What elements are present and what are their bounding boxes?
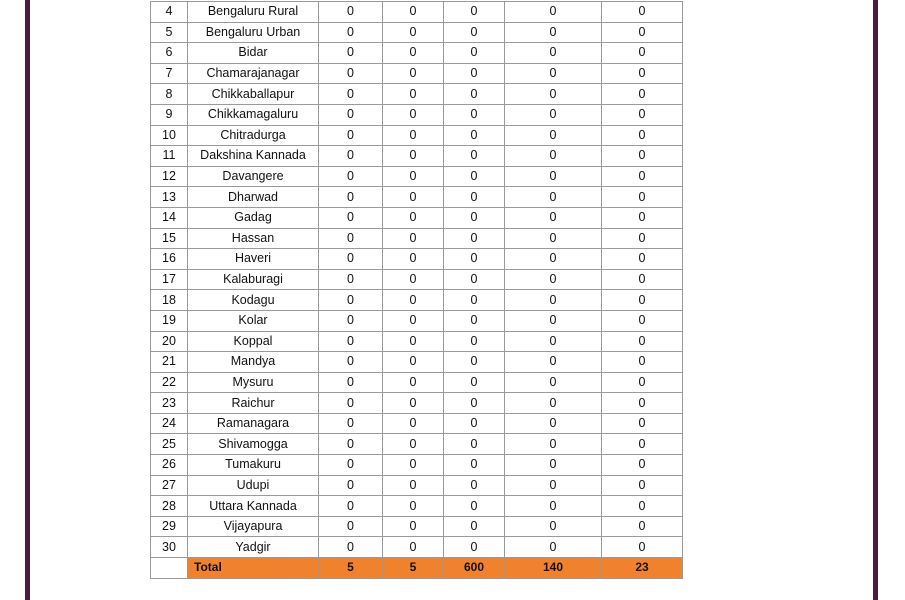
value-cell: 0 [602,269,683,290]
value-cell: 0 [383,352,444,373]
value-cell: 0 [319,84,383,105]
value-cell: 0 [383,207,444,228]
district-name-cell: Mysuru [188,372,319,393]
value-cell: 0 [383,125,444,146]
serial-number-cell: 7 [151,63,188,84]
table-row [151,187,683,208]
total-row [151,558,683,579]
table-row [151,352,683,373]
value-cell: 0 [505,22,602,43]
value-cell: 0 [505,455,602,476]
serial-number-cell: 25 [151,434,188,455]
district-name-cell: Yadgir [188,537,319,558]
value-cell: 0 [444,228,505,249]
value-cell: 0 [444,372,505,393]
serial-number-cell: 28 [151,496,188,517]
serial-number-cell: 12 [151,166,188,187]
value-cell: 0 [383,331,444,352]
value-cell: 0 [319,434,383,455]
district-name-cell: Mandya [188,352,319,373]
value-cell: 0 [383,393,444,414]
value-cell: 0 [505,393,602,414]
value-cell: 0 [602,146,683,167]
serial-number-cell: 15 [151,228,188,249]
value-cell: 0 [602,496,683,517]
serial-number-cell: 19 [151,310,188,331]
value-cell: 0 [319,331,383,352]
value-cell: 0 [602,187,683,208]
value-cell: 0 [602,84,683,105]
value-cell: 0 [319,537,383,558]
value-cell: 0 [319,125,383,146]
serial-number-cell: 17 [151,269,188,290]
value-cell: 0 [602,413,683,434]
value-cell: 0 [602,393,683,414]
table-row [151,455,683,476]
value-cell: 0 [602,43,683,64]
table-row [151,269,683,290]
value-cell: 0 [383,63,444,84]
table-row [151,2,683,23]
value-cell: 0 [319,372,383,393]
value-cell: 0 [383,310,444,331]
value-cell: 0 [505,43,602,64]
value-cell: 0 [444,187,505,208]
value-cell: 0 [602,166,683,187]
table-row [151,413,683,434]
value-cell: 0 [319,207,383,228]
value-cell: 0 [505,516,602,537]
value-cell: 0 [602,310,683,331]
value-cell: 0 [602,63,683,84]
district-name-cell: Bengaluru Urban [188,22,319,43]
value-cell: 0 [444,496,505,517]
value-cell: 0 [505,63,602,84]
district-name-cell: Chamarajanagar [188,63,319,84]
value-cell: 0 [505,496,602,517]
value-cell: 0 [319,455,383,476]
serial-number-cell: 29 [151,516,188,537]
district-name-cell: Dakshina Kannada [188,146,319,167]
district-name-cell: Chikkamagaluru [188,104,319,125]
value-cell: 0 [602,2,683,23]
value-cell: 0 [319,104,383,125]
value-cell: 0 [505,310,602,331]
value-cell: 0 [505,84,602,105]
value-cell: 0 [383,43,444,64]
value-cell: 0 [505,269,602,290]
value-cell: 0 [505,104,602,125]
value-cell: 0 [505,331,602,352]
table-row [151,166,683,187]
table-row [151,104,683,125]
district-name-cell: Uttara Kannada [188,496,319,517]
value-cell: 0 [505,207,602,228]
total-label-cell: Total [188,558,319,579]
table-row [151,310,683,331]
value-cell: 0 [505,352,602,373]
value-cell: 0 [505,125,602,146]
value-cell: 0 [319,2,383,23]
table-row [151,516,683,537]
value-cell: 0 [319,22,383,43]
value-cell: 0 [505,434,602,455]
district-name-cell: Gadag [188,207,319,228]
value-cell: 0 [505,413,602,434]
district-name-cell: Haveri [188,249,319,270]
district-name-cell: Chitradurga [188,125,319,146]
serial-number-cell: 30 [151,537,188,558]
table-row [151,393,683,414]
value-cell: 0 [383,228,444,249]
value-cell: 0 [383,475,444,496]
serial-number-cell: 10 [151,125,188,146]
value-cell: 0 [383,516,444,537]
value-cell: 0 [319,393,383,414]
serial-number-cell: 11 [151,146,188,167]
value-cell: 0 [602,249,683,270]
serial-number-cell: 20 [151,331,188,352]
value-cell: 0 [444,269,505,290]
serial-number-cell: 24 [151,413,188,434]
district-name-cell: Vijayapura [188,516,319,537]
value-cell: 0 [319,290,383,311]
value-cell: 0 [444,393,505,414]
table-row [151,146,683,167]
total-value-cell: 5 [319,558,383,579]
value-cell: 0 [383,455,444,476]
value-cell: 0 [602,434,683,455]
serial-number-cell: 9 [151,104,188,125]
table-row [151,228,683,249]
value-cell: 0 [444,84,505,105]
serial-number-cell: 13 [151,187,188,208]
value-cell: 0 [505,2,602,23]
table-row [151,22,683,43]
value-cell: 0 [383,84,444,105]
table-row [151,434,683,455]
table-row [151,207,683,228]
value-cell: 0 [444,434,505,455]
value-cell: 0 [444,455,505,476]
value-cell: 0 [319,249,383,270]
value-cell: 0 [319,269,383,290]
value-cell: 0 [444,249,505,270]
value-cell: 0 [444,43,505,64]
value-cell: 0 [505,146,602,167]
table-row [151,125,683,146]
value-cell: 0 [602,290,683,311]
district-name-cell: Hassan [188,228,319,249]
value-cell: 0 [444,537,505,558]
value-cell: 0 [602,372,683,393]
table-row [151,537,683,558]
district-name-cell: Davangere [188,166,319,187]
value-cell: 0 [444,166,505,187]
district-name-cell: Kolar [188,310,319,331]
value-cell: 0 [602,125,683,146]
district-name-cell: Bengaluru Rural [188,2,319,23]
district-table [150,1,683,579]
value-cell: 0 [444,310,505,331]
value-cell: 0 [319,63,383,84]
district-name-cell: Udupi [188,475,319,496]
serial-number-cell: 14 [151,207,188,228]
value-cell: 0 [319,228,383,249]
value-cell: 0 [383,269,444,290]
table-row [151,331,683,352]
serial-number-cell: 21 [151,352,188,373]
value-cell: 0 [505,187,602,208]
total-blank-cell [151,558,188,579]
value-cell: 0 [383,372,444,393]
table-row [151,63,683,84]
serial-number-cell: 6 [151,43,188,64]
value-cell: 0 [444,63,505,84]
district-name-cell: Koppal [188,331,319,352]
serial-number-cell: 22 [151,372,188,393]
serial-number-cell: 8 [151,84,188,105]
value-cell: 0 [383,537,444,558]
value-cell: 0 [444,516,505,537]
district-table-body [151,2,683,579]
total-value-cell: 5 [383,558,444,579]
value-cell: 0 [444,146,505,167]
value-cell: 0 [444,125,505,146]
value-cell: 0 [383,496,444,517]
value-cell: 0 [319,413,383,434]
value-cell: 0 [383,146,444,167]
district-name-cell: Kodagu [188,290,319,311]
value-cell: 0 [444,2,505,23]
value-cell: 0 [319,496,383,517]
page-border-left [25,0,30,600]
value-cell: 0 [319,146,383,167]
district-name-cell: Raichur [188,393,319,414]
serial-number-cell: 23 [151,393,188,414]
value-cell: 0 [505,166,602,187]
value-cell: 0 [383,413,444,434]
value-cell: 0 [444,413,505,434]
value-cell: 0 [383,2,444,23]
district-name-cell: Dharwad [188,187,319,208]
value-cell: 0 [602,228,683,249]
value-cell: 0 [444,475,505,496]
value-cell: 0 [319,475,383,496]
serial-number-cell: 26 [151,455,188,476]
district-name-cell: Shivamogga [188,434,319,455]
table-row [151,475,683,496]
value-cell: 0 [383,166,444,187]
serial-number-cell: 16 [151,249,188,270]
value-cell: 0 [319,516,383,537]
value-cell: 0 [602,516,683,537]
total-value-cell: 140 [505,558,602,579]
value-cell: 0 [602,352,683,373]
value-cell: 0 [505,537,602,558]
value-cell: 0 [383,290,444,311]
value-cell: 0 [602,207,683,228]
value-cell: 0 [383,187,444,208]
value-cell: 0 [383,434,444,455]
table-row [151,290,683,311]
value-cell: 0 [602,331,683,352]
value-cell: 0 [505,475,602,496]
value-cell: 0 [602,104,683,125]
value-cell: 0 [319,166,383,187]
serial-number-cell: 4 [151,2,188,23]
table-row [151,43,683,64]
value-cell: 0 [602,537,683,558]
total-value-cell: 23 [602,558,683,579]
table-row [151,249,683,270]
value-cell: 0 [444,207,505,228]
table-row [151,84,683,105]
value-cell: 0 [383,104,444,125]
district-name-cell: Chikkaballapur [188,84,319,105]
value-cell: 0 [319,352,383,373]
serial-number-cell: 18 [151,290,188,311]
value-cell: 0 [602,475,683,496]
district-name-cell: Tumakuru [188,455,319,476]
value-cell: 0 [505,290,602,311]
value-cell: 0 [505,372,602,393]
table-row [151,372,683,393]
value-cell: 0 [444,104,505,125]
serial-number-cell: 5 [151,22,188,43]
value-cell: 0 [602,455,683,476]
value-cell: 0 [444,22,505,43]
value-cell: 0 [602,22,683,43]
district-name-cell: Kalaburagi [188,269,319,290]
value-cell: 0 [505,249,602,270]
serial-number-cell: 27 [151,475,188,496]
value-cell: 0 [444,290,505,311]
value-cell: 0 [505,228,602,249]
value-cell: 0 [319,310,383,331]
value-cell: 0 [319,43,383,64]
page-border-right [873,0,878,600]
value-cell: 0 [383,249,444,270]
value-cell: 0 [444,331,505,352]
district-name-cell: Ramanagara [188,413,319,434]
value-cell: 0 [319,187,383,208]
value-cell: 0 [383,22,444,43]
district-name-cell: Bidar [188,43,319,64]
table-row [151,496,683,517]
total-value-cell: 600 [444,558,505,579]
value-cell: 0 [444,352,505,373]
